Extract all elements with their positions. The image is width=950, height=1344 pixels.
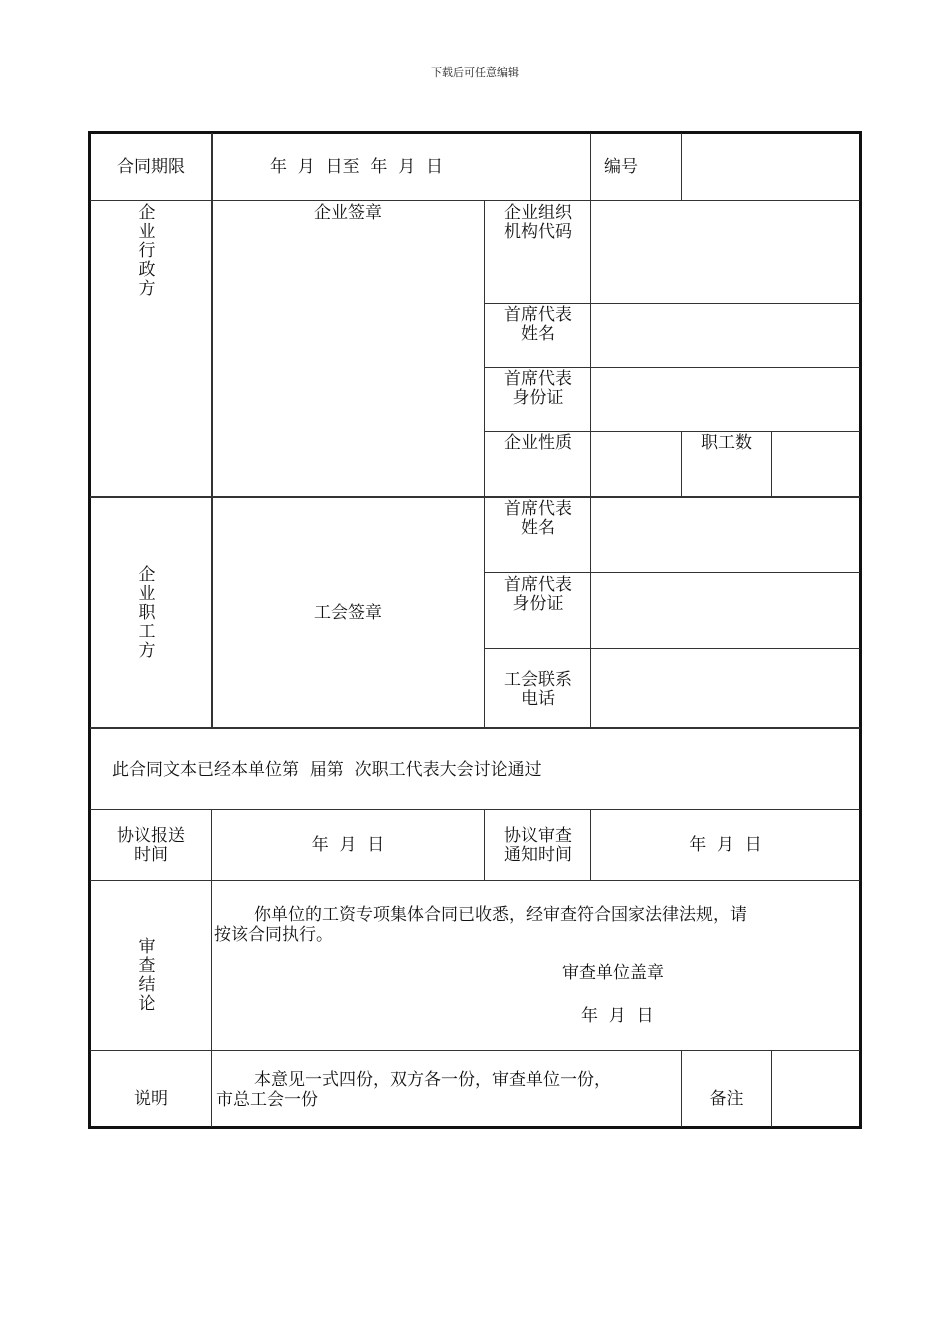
review-notice-time-label: 协议审查 通知时间 — [504, 826, 572, 865]
col-divider — [590, 200, 591, 727]
enterprise-nature-label: 企业性质 — [504, 433, 572, 453]
submission-date: 年 月 日 — [311, 835, 385, 855]
col-divider — [771, 431, 772, 496]
row-divider — [90, 496, 860, 498]
row-divider — [485, 367, 860, 368]
row-divider — [485, 303, 860, 304]
contract-form-table — [88, 131, 862, 1129]
submission-time-label: 协议报送 时间 — [117, 826, 185, 865]
row-divider — [485, 648, 860, 649]
row-divider — [90, 200, 860, 201]
col-divider — [484, 200, 485, 727]
row-divider — [485, 431, 860, 432]
congress-approval-text: 此合同文本已经本单位第 届第 次职工代表大会讨论通过 — [112, 760, 542, 780]
org-code-label: 企业组织 机构代码 — [504, 203, 572, 242]
header-note: 下载后可任意编辑 — [431, 66, 519, 79]
admin-party-label: 企 业 行 政 方 — [138, 203, 156, 299]
explanation-label: 说明 — [134, 1089, 168, 1109]
row-divider — [90, 880, 860, 881]
col-divider — [681, 1050, 682, 1127]
explanation-line2: 市总工会一份 — [216, 1090, 318, 1110]
explanation-line1: 本意见一式四份，双方各一份，审查单位一份， — [254, 1070, 611, 1090]
row-divider — [90, 809, 860, 810]
union-seal-label: 工会签章 — [314, 603, 382, 623]
staff-rep-name-label: 首席代表 姓名 — [504, 499, 572, 538]
contract-period-label: 合同期限 — [117, 157, 185, 177]
contract-period-value: 年 月 日至 年 月 日 — [270, 157, 444, 177]
review-conclusion-label: 审 查 结 论 — [138, 937, 156, 1014]
col-divider — [211, 809, 212, 1127]
row-divider — [90, 727, 860, 729]
staff-party-label: 企 业 职 工 方 — [138, 565, 156, 661]
row-divider — [90, 1050, 860, 1051]
staff-count-label: 职工数 — [701, 433, 752, 453]
col-divider — [681, 133, 682, 200]
col-divider — [484, 809, 485, 880]
conclusion-date: 年 月 日 — [581, 1006, 654, 1026]
enterprise-seal-label: 企业签章 — [314, 203, 382, 223]
col-divider — [771, 1050, 772, 1127]
remark-label: 备注 — [709, 1089, 744, 1109]
staff-rep-id-label: 首席代表 身份证 — [504, 575, 572, 614]
conclusion-text-line2: 按该合同执行。 — [214, 925, 333, 945]
review-notice-date: 年 月 日 — [689, 835, 762, 855]
contract-number-label: 编号 — [604, 157, 638, 177]
admin-rep-id-label: 首席代表 身份证 — [504, 369, 572, 408]
conclusion-text-line1: 你单位的工资专项集体合同已收悉，经审查符合国家法律法规，请 — [254, 905, 747, 925]
admin-rep-name-label: 首席代表 姓名 — [504, 305, 572, 344]
contract-number-field[interactable] — [690, 140, 850, 190]
row-divider — [485, 572, 860, 573]
review-unit-seal: 审查单位盖章 — [562, 963, 664, 983]
union-phone-label: 工会联系 电话 — [504, 670, 572, 709]
col-divider — [590, 133, 591, 200]
